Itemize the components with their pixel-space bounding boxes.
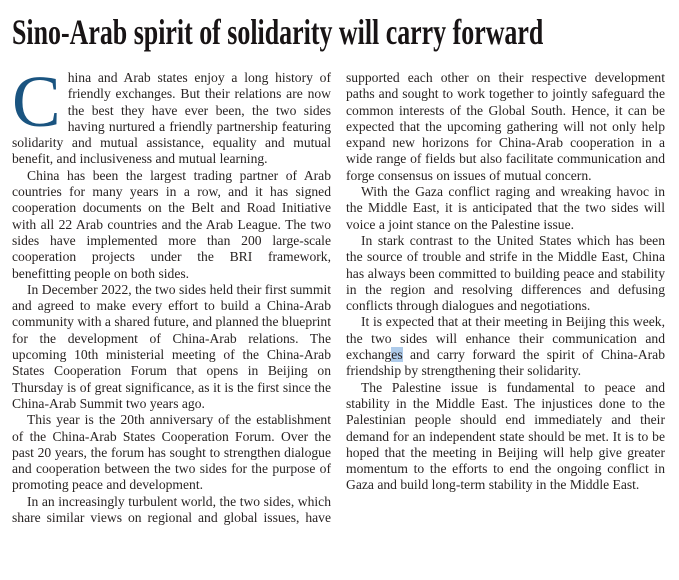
drop-cap: C (12, 61, 61, 142)
article-paragraph: In stark contrast to the United States which has been the source of trouble and strife in the Middle East, China has always been committed to building peace and stability in the region and resolving differences and defusing conflicts through dialogues and negotiations. (346, 232, 665, 314)
paragraph-text: and carry forward the spirit of China-Arab friendship by strengthening their solidarity. (346, 347, 665, 379)
article-paragraph: In an increasingly turbulent world, the two sides, which share similar views on regional and global issues, have supported each other on their respective development paths and sought to work together to jointly safeguard the common interests of the Global South. Hence, it can be expected that the upcoming gathering will not only help expand new horizons for China-Arab cooperation in a wide range of fields but also facilitate communication and forge consensus on issues of mutual concern. (12, 70, 665, 526)
article-title: Sino-Arab spirit of solidarity will carry forward (12, 12, 544, 52)
article-paragraph (346, 314, 665, 379)
article-paragraph: This year is the 20th anniversary of the establishment of the China-Arab States Cooperation Forum. Over the past 20 years, the forum has sought to strengthen dialogue and cooperation between the two sides for the purpose of promoting peace and development. (12, 412, 331, 493)
article-paragraph: The Palestine issue is fundamental to peace and stability in the Middle East. The injustices done to the Palestinian people should end immediately and their demand for an independent state should be met. It is to be hoped that the meeting in Beijing will help give greater momentum to the efforts to end the ongoing conflict in Gaza and build long-term stability in the Middle East. (346, 379, 665, 493)
selected-text: es (391, 347, 403, 363)
paragraph-text: hina and Arab states enjoy a long history of friendly exchanges. But their relations are now the best they have ever been, the two sides having nurtured a friendly partnership featuring solidarity and mutual assistance, equality and mutual benefit, and inclusiveness and mutual learning. (12, 70, 331, 167)
paragraph-text: It is expected that at their meeting in Beijing this week, the two sides will enhance their communication and exchang (346, 314, 665, 363)
article-paragraph (12, 61, 331, 168)
article-paragraph: With the Gaza conflict raging and wreaking havoc in the Middle East, it is anticipated that the two sides will voice a joint stance on the Palestine issue. (346, 184, 665, 232)
article-body (12, 61, 665, 526)
article-paragraph: In December 2022, the two sides held their first summit and agreed to make every effort to build a China-Arab community with a shared future, and planned the blueprint for the development of China-Arab relations. The upcoming 10th ministerial meeting of the China-Arab States Cooperation Forum that opens in Beijing on Thursday is of great significance, as it is the first since the China-Arab Summit two years ago. (12, 281, 331, 411)
article-paragraph: China has been the largest trading partner of Arab countries for many years in a row, and it has signed cooperation documents on the Belt and Road Initiative with all 22 Arab countries and the Arab League. The two sides have implemented more than 200 large-scale cooperation projects under the BRI framework, benefitting people on both sides. (12, 167, 331, 281)
